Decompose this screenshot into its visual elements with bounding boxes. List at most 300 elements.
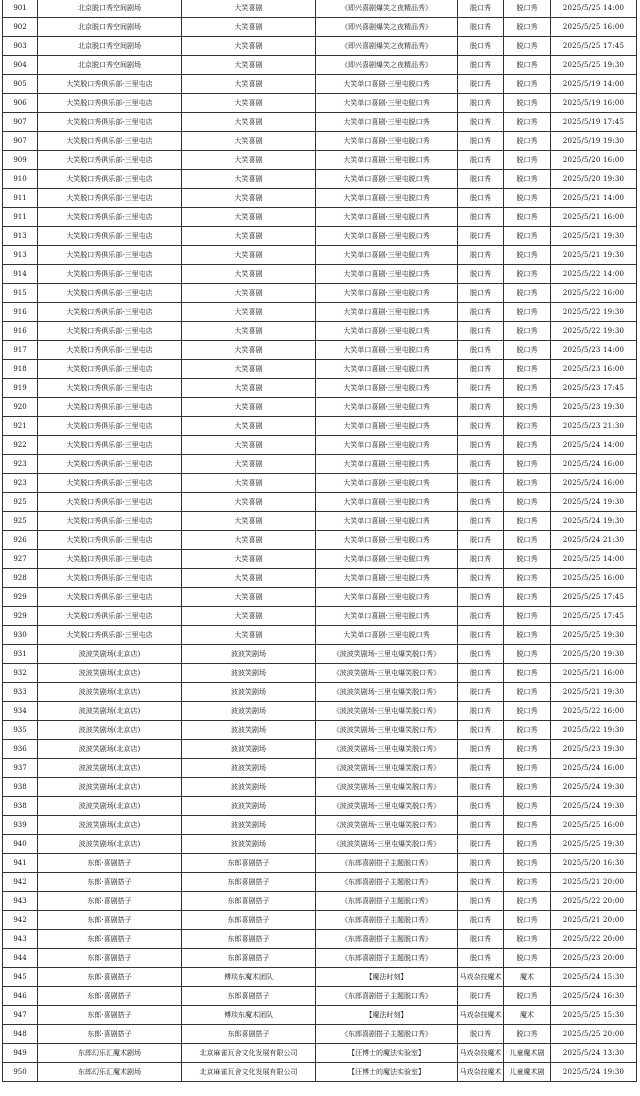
cell-showtime: 2025/5/25 17:45 [551,588,637,607]
cell-showtime: 2025/5/24 19:30 [551,778,637,797]
cell-row-number: 946 [3,987,38,1006]
cell-organizer: 大笑喜剧 [182,94,316,113]
table-body [3,0,637,1082]
cell-showtime: 2025/5/19 14:00 [551,75,637,94]
cell-row-number: 909 [3,151,38,170]
cell-show-title: 《东郎喜剧搭子主题脱口秀》 [316,873,458,892]
cell-category: 脱口秀 [458,797,504,816]
cell-venue: 大笑脱口秀俱乐部-三里屯店 [38,398,182,417]
cell-venue: 东郎·喜剧搭子 [38,854,182,873]
cell-show-title: 《波波笑剧场-三里屯爆笑脱口秀》 [316,683,458,702]
cell-organizer: 大笑喜剧 [182,569,316,588]
cell-subcategory: 脱口秀 [504,113,551,132]
table-row [3,987,637,1006]
table-row [3,360,637,379]
cell-showtime: 2025/5/21 19:30 [551,683,637,702]
cell-organizer: 大笑喜剧 [182,75,316,94]
cell-show-title: 大笑单口喜剧·三里屯脱口秀 [316,512,458,531]
cell-row-number: 936 [3,740,38,759]
cell-subcategory: 脱口秀 [504,930,551,949]
cell-show-title: 大笑单口喜剧·三里屯脱口秀 [316,455,458,474]
table-row [3,18,637,37]
cell-show-title: 《波波笑剧场-三里屯爆笑脱口秀》 [316,664,458,683]
cell-subcategory: 脱口秀 [504,151,551,170]
cell-subcategory: 儿童魔术剧 [504,1044,551,1063]
table-row [3,854,637,873]
cell-venue: 大笑脱口秀俱乐部-三里屯店 [38,189,182,208]
cell-venue: 波波笑剧场(北京店) [38,835,182,854]
cell-subcategory: 脱口秀 [504,132,551,151]
cell-venue: 波波笑剧场(北京店) [38,664,182,683]
cell-venue: 东郎·喜剧搭子 [38,911,182,930]
cell-show-title: 大笑单口喜剧·三里屯脱口秀 [316,550,458,569]
cell-row-number: 925 [3,512,38,531]
cell-category: 马戏杂技魔术 [458,1006,504,1025]
cell-row-number: 914 [3,265,38,284]
cell-show-title: 《东郎喜剧搭子主题脱口秀》 [316,911,458,930]
cell-show-title: 大笑单口喜剧·三里屯脱口秀 [316,151,458,170]
table-row [3,683,637,702]
cell-organizer: 大笑喜剧 [182,284,316,303]
cell-subcategory: 脱口秀 [504,189,551,208]
cell-organizer: 东郎喜剧搭子 [182,873,316,892]
cell-organizer: 大笑喜剧 [182,531,316,550]
cell-show-title: 大笑单口喜剧·三里屯脱口秀 [316,303,458,322]
cell-row-number: 904 [3,56,38,75]
cell-subcategory: 脱口秀 [504,493,551,512]
cell-category: 脱口秀 [458,56,504,75]
cell-show-title: 《东郎喜剧搭子主题脱口秀》 [316,930,458,949]
cell-showtime: 2025/5/24 14:00 [551,436,637,455]
cell-subcategory: 儿童魔术剧 [504,1063,551,1082]
cell-showtime: 2025/5/21 16:00 [551,664,637,683]
cell-subcategory: 脱口秀 [504,797,551,816]
cell-organizer: 大笑喜剧 [182,189,316,208]
cell-show-title: 《即兴喜剧爆笑之夜精品秀》 [316,18,458,37]
cell-row-number: 938 [3,797,38,816]
cell-show-title: 大笑单口喜剧·三里屯脱口秀 [316,379,458,398]
cell-subcategory: 脱口秀 [504,265,551,284]
cell-row-number: 929 [3,607,38,626]
cell-subcategory: 脱口秀 [504,18,551,37]
table-row [3,550,637,569]
cell-showtime: 2025/5/22 20:00 [551,930,637,949]
cell-row-number: 934 [3,702,38,721]
cell-showtime: 2025/5/24 19:30 [551,797,637,816]
cell-subcategory: 脱口秀 [504,322,551,341]
cell-row-number: 943 [3,930,38,949]
cell-subcategory: 脱口秀 [504,56,551,75]
cell-category: 脱口秀 [458,398,504,417]
table-row [3,645,637,664]
cell-row-number: 916 [3,322,38,341]
cell-category: 脱口秀 [458,360,504,379]
cell-category: 脱口秀 [458,189,504,208]
cell-row-number: 931 [3,645,38,664]
cell-row-number: 913 [3,246,38,265]
cell-show-title: 大笑单口喜剧·三里屯脱口秀 [316,284,458,303]
cell-subcategory: 魔术 [504,1006,551,1025]
cell-show-title: 大笑单口喜剧·三里屯脱口秀 [316,189,458,208]
cell-showtime: 2025/5/22 19:30 [551,303,637,322]
cell-show-title: 《东郎喜剧搭子主题脱口秀》 [316,892,458,911]
cell-showtime: 2025/5/20 19:30 [551,645,637,664]
cell-row-number: 901 [3,0,38,18]
cell-venue: 大笑脱口秀俱乐部-三里屯店 [38,569,182,588]
cell-category: 脱口秀 [458,664,504,683]
cell-organizer: 大笑喜剧 [182,360,316,379]
cell-row-number: 939 [3,816,38,835]
cell-venue: 大笑脱口秀俱乐部-三里屯店 [38,151,182,170]
cell-venue: 东郎·喜剧搭子 [38,968,182,987]
table-row [3,436,637,455]
cell-category: 马戏杂技魔术 [458,1044,504,1063]
cell-category: 脱口秀 [458,607,504,626]
table-row [3,949,637,968]
cell-row-number: 920 [3,398,38,417]
cell-organizer: 大笑喜剧 [182,113,316,132]
table-row [3,1006,637,1025]
cell-category: 脱口秀 [458,436,504,455]
cell-venue: 波波笑剧场(北京店) [38,816,182,835]
cell-category: 脱口秀 [458,512,504,531]
cell-venue: 大笑脱口秀俱乐部-三里屯店 [38,303,182,322]
cell-organizer: 大笑喜剧 [182,246,316,265]
cell-subcategory: 脱口秀 [504,455,551,474]
cell-category: 脱口秀 [458,588,504,607]
cell-subcategory: 脱口秀 [504,284,551,303]
cell-category: 脱口秀 [458,987,504,1006]
cell-subcategory: 脱口秀 [504,398,551,417]
cell-category: 脱口秀 [458,37,504,56]
cell-subcategory: 魔术 [504,968,551,987]
table-row [3,588,637,607]
cell-subcategory: 脱口秀 [504,75,551,94]
cell-venue: 东郎·喜剧搭子 [38,930,182,949]
cell-row-number: 907 [3,113,38,132]
table-row [3,816,637,835]
cell-subcategory: 脱口秀 [504,854,551,873]
cell-subcategory: 脱口秀 [504,645,551,664]
cell-venue: 东郎幻乐汇魔术剧场 [38,1063,182,1082]
cell-row-number: 941 [3,854,38,873]
cell-show-title: 大笑单口喜剧·三里屯脱口秀 [316,398,458,417]
table-row [3,151,637,170]
cell-show-title: 《东郎喜剧搭子主题脱口秀》 [316,987,458,1006]
cell-row-number: 923 [3,455,38,474]
cell-subcategory: 脱口秀 [504,474,551,493]
cell-show-title: 大笑单口喜剧·三里屯脱口秀 [316,569,458,588]
cell-category: 脱口秀 [458,113,504,132]
cell-showtime: 2025/5/24 13:30 [551,1044,637,1063]
table-row [3,398,637,417]
cell-category: 脱口秀 [458,740,504,759]
cell-organizer: 大笑喜剧 [182,550,316,569]
cell-organizer: 大笑喜剧 [182,265,316,284]
cell-organizer: 东郎喜剧搭子 [182,949,316,968]
cell-show-title: 《即兴喜剧爆笑之夜精品秀》 [316,37,458,56]
table-row [3,208,637,227]
cell-venue: 大笑脱口秀俱乐部-三里屯店 [38,493,182,512]
cell-show-title: 大笑单口喜剧·三里屯脱口秀 [316,474,458,493]
cell-subcategory: 脱口秀 [504,1025,551,1044]
cell-row-number: 907 [3,132,38,151]
cell-category: 脱口秀 [458,265,504,284]
cell-venue: 北京脱口秀空间剧场 [38,0,182,18]
cell-subcategory: 脱口秀 [504,208,551,227]
cell-showtime: 2025/5/24 16:30 [551,987,637,1006]
cell-row-number: 942 [3,873,38,892]
cell-subcategory: 脱口秀 [504,246,551,265]
cell-category: 脱口秀 [458,626,504,645]
cell-venue: 波波笑剧场(北京店) [38,778,182,797]
cell-organizer: 大笑喜剧 [182,379,316,398]
cell-venue: 东郎·喜剧搭子 [38,987,182,1006]
cell-venue: 波波笑剧场(北京店) [38,740,182,759]
cell-organizer: 波波笑剧场 [182,664,316,683]
cell-row-number: 922 [3,436,38,455]
cell-show-title: 大笑单口喜剧·三里屯脱口秀 [316,94,458,113]
cell-subcategory: 脱口秀 [504,94,551,113]
cell-subcategory: 脱口秀 [504,702,551,721]
table-row [3,227,637,246]
cell-showtime: 2025/5/23 20:00 [551,949,637,968]
cell-organizer: 大笑喜剧 [182,341,316,360]
cell-venue: 大笑脱口秀俱乐部-三里屯店 [38,284,182,303]
cell-subcategory: 脱口秀 [504,759,551,778]
cell-organizer: 北京麻雀瓦舍文化发展有限公司 [182,1044,316,1063]
cell-category: 脱口秀 [458,854,504,873]
cell-venue: 东郎·喜剧搭子 [38,949,182,968]
cell-venue: 波波笑剧场(北京店) [38,702,182,721]
cell-show-title: 《即兴喜剧爆笑之夜精品秀》 [316,0,458,18]
cell-show-title: 大笑单口喜剧·三里屯脱口秀 [316,265,458,284]
cell-showtime: 2025/5/21 19:30 [551,246,637,265]
cell-venue: 大笑脱口秀俱乐部-三里屯店 [38,265,182,284]
cell-organizer: 大笑喜剧 [182,227,316,246]
cell-showtime: 2025/5/23 17:45 [551,379,637,398]
cell-show-title: 《即兴喜剧爆笑之夜精品秀》 [316,56,458,75]
cell-show-title: 《波波笑剧场-三里屯爆笑脱口秀》 [316,645,458,664]
cell-show-title: 大笑单口喜剧·三里屯脱口秀 [316,246,458,265]
cell-show-title: 《波波笑剧场-三里屯爆笑脱口秀》 [316,835,458,854]
table-row [3,493,637,512]
cell-organizer: 大笑喜剧 [182,151,316,170]
cell-subcategory: 脱口秀 [504,227,551,246]
cell-category: 脱口秀 [458,531,504,550]
cell-show-title: 大笑单口喜剧·三里屯脱口秀 [316,322,458,341]
table-row [3,322,637,341]
table-row [3,1044,637,1063]
cell-venue: 大笑脱口秀俱乐部-三里屯店 [38,113,182,132]
cell-showtime: 2025/5/25 19:30 [551,56,637,75]
cell-row-number: 935 [3,721,38,740]
cell-row-number: 947 [3,1006,38,1025]
cell-row-number: 910 [3,170,38,189]
cell-venue: 大笑脱口秀俱乐部-三里屯店 [38,132,182,151]
cell-row-number: 938 [3,778,38,797]
cell-category: 脱口秀 [458,170,504,189]
cell-category: 脱口秀 [458,835,504,854]
cell-organizer: 波波笑剧场 [182,797,316,816]
cell-row-number: 918 [3,360,38,379]
cell-venue: 大笑脱口秀俱乐部-三里屯店 [38,455,182,474]
cell-organizer: 大笑喜剧 [182,607,316,626]
cell-showtime: 2025/5/22 16:00 [551,702,637,721]
cell-row-number: 913 [3,227,38,246]
cell-subcategory: 脱口秀 [504,512,551,531]
cell-show-title: 《东郎喜剧搭子主题脱口秀》 [316,949,458,968]
table-row [3,94,637,113]
table-row [3,170,637,189]
cell-show-title: 大笑单口喜剧·三里屯脱口秀 [316,341,458,360]
cell-organizer: 大笑喜剧 [182,18,316,37]
table-row [3,626,637,645]
table-row [3,113,637,132]
cell-showtime: 2025/5/19 17:45 [551,113,637,132]
cell-row-number: 919 [3,379,38,398]
cell-row-number: 917 [3,341,38,360]
cell-category: 脱口秀 [458,702,504,721]
cell-venue: 波波笑剧场(北京店) [38,645,182,664]
cell-row-number: 916 [3,303,38,322]
cell-showtime: 2025/5/21 20:00 [551,911,637,930]
cell-showtime: 2025/5/24 21:30 [551,531,637,550]
cell-showtime: 2025/5/25 16:00 [551,18,637,37]
cell-showtime: 2025/5/24 19:30 [551,512,637,531]
cell-category: 脱口秀 [458,911,504,930]
cell-showtime: 2025/5/23 16:00 [551,360,637,379]
cell-showtime: 2025/5/25 19:30 [551,835,637,854]
cell-organizer: 波波笑剧场 [182,645,316,664]
cell-category: 脱口秀 [458,0,504,18]
cell-show-title: 《波波笑剧场-三里屯爆笑脱口秀》 [316,778,458,797]
cell-subcategory: 脱口秀 [504,531,551,550]
cell-venue: 波波笑剧场(北京店) [38,683,182,702]
cell-row-number: 940 [3,835,38,854]
cell-category: 脱口秀 [458,550,504,569]
cell-category: 脱口秀 [458,493,504,512]
cell-row-number: 925 [3,493,38,512]
cell-showtime: 2025/5/24 19:30 [551,1063,637,1082]
cell-showtime: 2025/5/19 16:00 [551,94,637,113]
cell-category: 脱口秀 [458,132,504,151]
cell-organizer: 大笑喜剧 [182,322,316,341]
table-row [3,246,637,265]
table-row [3,1025,637,1044]
table-row [3,930,637,949]
cell-category: 脱口秀 [458,417,504,436]
cell-venue: 北京脱口秀空间剧场 [38,56,182,75]
cell-subcategory: 脱口秀 [504,417,551,436]
cell-show-title: 【汪博士的魔法实验室】 [316,1044,458,1063]
cell-venue: 北京脱口秀空间剧场 [38,37,182,56]
cell-showtime: 2025/5/23 19:30 [551,740,637,759]
cell-subcategory: 脱口秀 [504,360,551,379]
cell-row-number: 921 [3,417,38,436]
cell-organizer: 波波笑剧场 [182,683,316,702]
table-row [3,892,637,911]
table-row [3,778,637,797]
cell-category: 脱口秀 [458,892,504,911]
table-row [3,607,637,626]
cell-organizer: 大笑喜剧 [182,56,316,75]
cell-venue: 东郎·喜剧搭子 [38,1006,182,1025]
cell-showtime: 2025/5/25 17:45 [551,607,637,626]
cell-venue: 大笑脱口秀俱乐部-三里屯店 [38,474,182,493]
cell-row-number: 929 [3,588,38,607]
cell-organizer: 波波笑剧场 [182,816,316,835]
cell-subcategory: 脱口秀 [504,664,551,683]
cell-subcategory: 脱口秀 [504,683,551,702]
cell-venue: 东郎·喜剧搭子 [38,873,182,892]
cell-subcategory: 脱口秀 [504,170,551,189]
table-row [3,284,637,303]
cell-venue: 大笑脱口秀俱乐部-三里屯店 [38,322,182,341]
table-row [3,417,637,436]
cell-showtime: 2025/5/25 14:00 [551,550,637,569]
table-row [3,341,637,360]
cell-organizer: 傅琰东魔术团队 [182,968,316,987]
cell-venue: 大笑脱口秀俱乐部-三里屯店 [38,626,182,645]
cell-row-number: 930 [3,626,38,645]
cell-showtime: 2025/5/25 15:30 [551,1006,637,1025]
table-row [3,1063,637,1082]
cell-subcategory: 脱口秀 [504,835,551,854]
cell-organizer: 大笑喜剧 [182,208,316,227]
cell-category: 脱口秀 [458,322,504,341]
cell-showtime: 2025/5/25 16:00 [551,816,637,835]
cell-category: 脱口秀 [458,303,504,322]
table-row [3,0,637,18]
cell-show-title: 《波波笑剧场-三里屯爆笑脱口秀》 [316,702,458,721]
cell-show-title: 《波波笑剧场-三里屯爆笑脱口秀》 [316,816,458,835]
table-row [3,474,637,493]
cell-show-title: 大笑单口喜剧·三里屯脱口秀 [316,132,458,151]
cell-row-number: 911 [3,189,38,208]
cell-row-number: 932 [3,664,38,683]
cell-show-title: 大笑单口喜剧·三里屯脱口秀 [316,170,458,189]
cell-showtime: 2025/5/21 16:00 [551,208,637,227]
cell-subcategory: 脱口秀 [504,607,551,626]
cell-show-title: 大笑单口喜剧·三里屯脱口秀 [316,607,458,626]
cell-venue: 大笑脱口秀俱乐部-三里屯店 [38,607,182,626]
cell-row-number: 948 [3,1025,38,1044]
cell-subcategory: 脱口秀 [504,816,551,835]
cell-venue: 大笑脱口秀俱乐部-三里屯店 [38,588,182,607]
cell-category: 脱口秀 [458,474,504,493]
cell-showtime: 2025/5/20 16:00 [551,151,637,170]
cell-show-title: 【魔法时刻】 [316,1006,458,1025]
cell-category: 脱口秀 [458,873,504,892]
cell-show-title: 《波波笑剧场-三里屯爆笑脱口秀》 [316,759,458,778]
cell-organizer: 大笑喜剧 [182,303,316,322]
cell-organizer: 大笑喜剧 [182,512,316,531]
table-row [3,132,637,151]
cell-showtime: 2025/5/19 19:30 [551,132,637,151]
cell-organizer: 大笑喜剧 [182,0,316,18]
cell-subcategory: 脱口秀 [504,873,551,892]
table-row [3,512,637,531]
cell-subcategory: 脱口秀 [504,778,551,797]
cell-organizer: 东郎喜剧搭子 [182,930,316,949]
cell-organizer: 傅琰东魔术团队 [182,1006,316,1025]
table-row [3,702,637,721]
cell-venue: 大笑脱口秀俱乐部-三里屯店 [38,75,182,94]
cell-show-title: 《波波笑剧场-三里屯爆笑脱口秀》 [316,721,458,740]
table-row [3,835,637,854]
table-row [3,56,637,75]
